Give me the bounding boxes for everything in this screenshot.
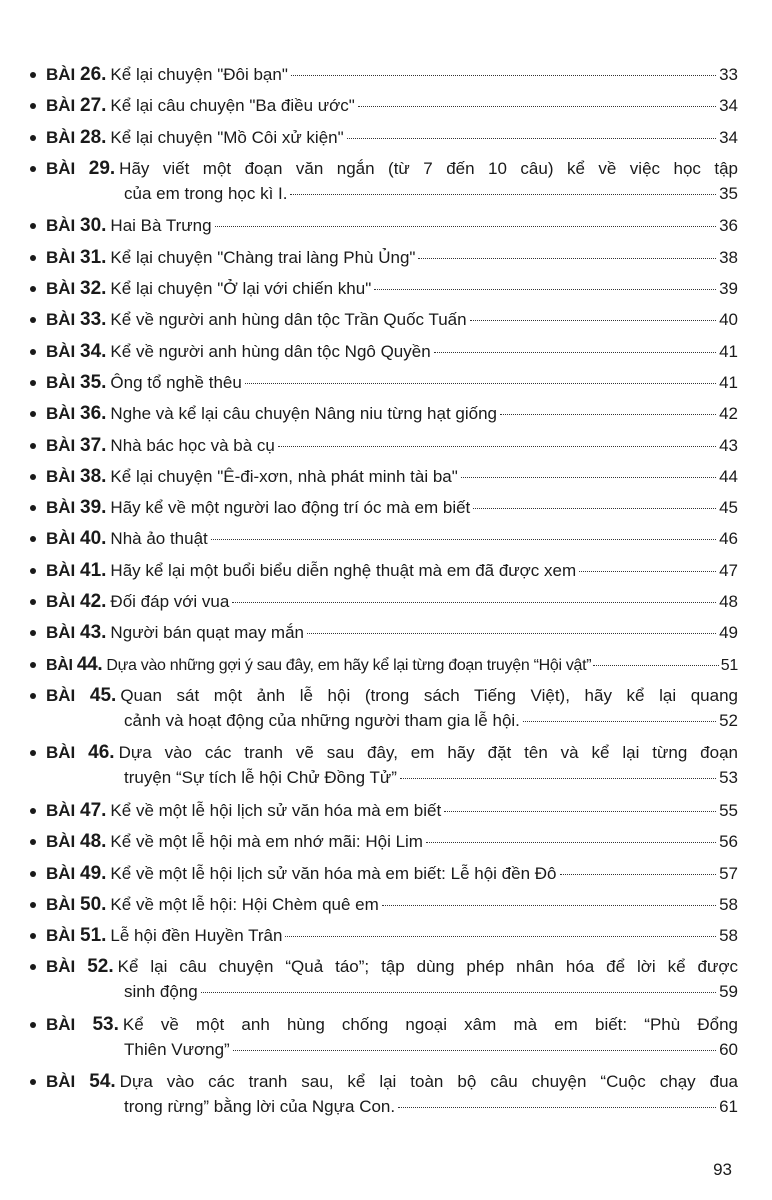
lesson-prefix: BÀI xyxy=(46,279,80,298)
entry-title: Ông tổ nghề thêu xyxy=(110,372,242,392)
entry-title: Dựa vào các tranh sau, kể lại toàn bộ câu chuyện “Cuộc chạy đua xyxy=(119,1072,738,1092)
lesson-prefix: BÀI xyxy=(46,372,80,392)
toc-entry[interactable] xyxy=(28,213,738,238)
lesson-index: 35. xyxy=(80,371,107,393)
lesson-number xyxy=(46,436,106,455)
entry-title: Kể về người anh hùng dân tộc Trần Quốc Tuấn xyxy=(110,310,467,330)
toc-entry[interactable] xyxy=(28,829,738,854)
bullet-icon xyxy=(30,505,36,511)
entry-title-continued: cảnh và hoạt động của những người tham gia lễ hội. xyxy=(124,710,520,730)
entry-title: Kể về một lễ hội: Hội Chèm quê em xyxy=(110,894,379,914)
dot-leader xyxy=(211,539,716,540)
toc-entry[interactable] xyxy=(28,526,738,551)
bullet-icon xyxy=(30,103,36,109)
dot-leader xyxy=(215,226,717,227)
entry-title: Quan sát một ảnh lễ hội (trong sách Tiếng Việt), hãy kể lại quang xyxy=(120,685,738,705)
lesson-index: 45. xyxy=(89,684,117,706)
entry-page: 34 xyxy=(719,96,738,116)
lesson-number xyxy=(46,957,114,976)
lesson-prefix: BÀI xyxy=(46,656,77,674)
entry-title: Kể về một lễ hội lịch sử văn hóa mà em biết xyxy=(110,800,442,820)
lesson-number xyxy=(46,216,106,235)
toc-entry[interactable] xyxy=(28,401,738,426)
entry-title: Nhà bác học và bà cụ xyxy=(110,435,275,455)
entry-page: 61 xyxy=(719,1097,738,1117)
lesson-number xyxy=(46,498,106,517)
lesson-prefix: BÀI xyxy=(46,158,89,178)
entry-title: Kể lại chuyện "Đôi bạn" xyxy=(110,65,288,84)
lesson-number xyxy=(46,801,106,820)
lesson-prefix: BÀI xyxy=(46,310,80,330)
lesson-index: 29. xyxy=(88,157,116,179)
lesson-index: 27. xyxy=(80,95,107,117)
lesson-number xyxy=(46,467,106,486)
dot-leader xyxy=(291,75,716,76)
entry-page: 48 xyxy=(719,592,738,611)
toc-entry[interactable] xyxy=(28,923,738,948)
entry-title-continued: của em trong học kì I. xyxy=(124,183,288,203)
entry-title: Dựa vào các tranh vẽ sau đây, em hãy đặt tên và kể lại từng đoạn xyxy=(118,743,739,763)
lesson-prefix: BÀI xyxy=(46,247,80,267)
bullet-icon xyxy=(30,135,36,141)
toc-entry[interactable] xyxy=(28,464,738,489)
toc-entry[interactable] xyxy=(28,156,738,206)
lesson-prefix: BÀI xyxy=(46,96,80,116)
bullet-icon xyxy=(30,808,36,814)
entry-page: 47 xyxy=(719,560,738,580)
entry-title: Lễ hội đền Huyền Trân xyxy=(110,926,283,946)
toc-entry[interactable] xyxy=(28,125,738,150)
lesson-number xyxy=(46,561,106,580)
bullet-icon xyxy=(30,933,36,939)
entry-title: Đối đáp với vua xyxy=(110,592,230,611)
entry-page: 43 xyxy=(719,435,738,455)
entry-page: 41 xyxy=(719,372,738,392)
lesson-number xyxy=(46,686,116,705)
entry-page: 40 xyxy=(719,310,738,330)
entry-title-continued: truyện “Sự tích lễ hội Chử Đồng Tử” xyxy=(124,768,397,788)
dot-leader xyxy=(444,811,716,812)
toc-entry[interactable] xyxy=(28,1069,738,1119)
entry-page: 56 xyxy=(719,832,738,852)
entry-page: 58 xyxy=(719,894,738,914)
bullet-icon xyxy=(30,630,36,636)
entry-page: 36 xyxy=(719,216,738,236)
dot-leader xyxy=(201,992,716,993)
lesson-number xyxy=(46,342,106,361)
lesson-index: 43. xyxy=(80,622,107,644)
bullet-icon xyxy=(30,964,36,970)
entry-page: 55 xyxy=(719,800,738,820)
bullet-icon xyxy=(30,693,36,699)
entry-title: Kể lại chuyện "Chàng trai làng Phù Ủng" xyxy=(110,247,416,267)
dot-leader xyxy=(400,778,716,779)
toc-entry[interactable] xyxy=(28,620,738,645)
entry-title: Hãy kể lại một buổi biểu diễn nghệ thuật mà em đã được xem xyxy=(110,560,577,580)
lesson-prefix: BÀI xyxy=(46,560,80,580)
toc-entry[interactable] xyxy=(28,495,738,520)
dot-leader xyxy=(278,446,716,447)
entry-title-continued: Thiên Vương” xyxy=(124,1039,230,1059)
lesson-index: 34. xyxy=(80,340,107,362)
lesson-number xyxy=(46,65,106,84)
toc-entry[interactable] xyxy=(28,339,738,364)
lesson-index: 39. xyxy=(80,497,107,519)
lesson-number xyxy=(46,743,115,762)
lesson-index: 46. xyxy=(88,742,115,764)
dot-leader xyxy=(593,665,718,666)
bullet-icon xyxy=(30,568,36,574)
dot-leader xyxy=(233,1050,716,1051)
page-number: 93 xyxy=(713,1160,732,1179)
toc-entry[interactable] xyxy=(28,1012,738,1062)
toc-entry[interactable] xyxy=(28,93,738,118)
dot-leader xyxy=(245,383,716,384)
lesson-prefix: BÀI xyxy=(46,341,80,361)
entry-title-continued: sinh động xyxy=(124,982,198,1002)
toc-entry[interactable] xyxy=(28,740,738,790)
entry-page: 46 xyxy=(719,529,738,549)
lesson-index: 31. xyxy=(80,246,107,268)
bullet-icon xyxy=(30,380,36,386)
dot-leader xyxy=(382,905,716,906)
toc-entry[interactable] xyxy=(28,370,738,395)
lesson-index: 53. xyxy=(92,1013,119,1035)
dot-leader xyxy=(232,602,716,603)
entry-title: Kể về người anh hùng dân tộc Ngô Quyền xyxy=(110,341,431,361)
lesson-number xyxy=(46,1072,116,1091)
entry-title-continued: trong rừng” bằng lời của Ngựa Con. xyxy=(124,1097,396,1117)
lesson-index: 50. xyxy=(80,893,107,915)
entry-page: 49 xyxy=(719,623,738,643)
entry-page: 57 xyxy=(719,863,738,883)
bullet-icon xyxy=(30,286,36,292)
toc-entry[interactable] xyxy=(28,245,738,270)
lesson-prefix: BÀI xyxy=(46,65,80,84)
lesson-index: 28. xyxy=(80,126,107,148)
dot-leader xyxy=(285,936,716,937)
lesson-index: 51. xyxy=(80,925,107,947)
dot-leader xyxy=(470,320,717,321)
dot-leader xyxy=(560,874,717,875)
entry-title: Nghe và kể lại câu chuyện Nâng niu từng hạt giống xyxy=(110,404,498,424)
lesson-number xyxy=(46,529,106,548)
lesson-prefix: BÀI xyxy=(46,894,80,914)
entry-title: Kể lại chuyện "Ở lại với chiến khu" xyxy=(110,279,372,298)
entry-title: Nhà ảo thuật xyxy=(110,529,208,549)
lesson-prefix: BÀI xyxy=(46,743,89,763)
entry-title: Kể lại chuyện "Ê-đi-xơn, nhà phát minh tài ba" xyxy=(110,466,458,486)
toc-entry[interactable] xyxy=(28,683,738,733)
lesson-number xyxy=(46,653,103,675)
toc-entry[interactable] xyxy=(28,954,738,1004)
entry-title: Kể lại câu chuyện "Ba điều ước" xyxy=(110,96,355,116)
entry-page: 60 xyxy=(719,1039,738,1059)
bullet-icon xyxy=(30,750,36,756)
dot-leader xyxy=(418,258,716,259)
entry-title: Dựa vào những gợi ý sau đây, em hãy kể lại từng đoạn truyện “Hội vật” xyxy=(106,656,592,674)
lesson-number xyxy=(46,96,106,115)
dot-leader xyxy=(500,414,716,415)
lesson-index: 32. xyxy=(80,278,107,299)
dot-leader xyxy=(461,477,716,478)
lesson-prefix: BÀI xyxy=(46,832,80,852)
lesson-index: 42. xyxy=(80,591,107,612)
bullet-icon xyxy=(30,349,36,355)
lesson-index: 26. xyxy=(80,64,107,85)
lesson-prefix: BÀI xyxy=(46,957,88,977)
dot-leader xyxy=(434,352,716,353)
entry-page: 59 xyxy=(719,982,738,1002)
toc-entry[interactable] xyxy=(28,652,738,678)
entry-title: Kể lại câu chuyện “Quả táo”; tập dùng phép nhân hóa để lời kể được xyxy=(117,957,739,977)
bullet-icon xyxy=(30,1022,36,1028)
lesson-number xyxy=(46,373,106,392)
lesson-number xyxy=(46,248,106,267)
lesson-number xyxy=(46,159,115,178)
lesson-index: 52. xyxy=(87,956,114,978)
lesson-prefix: BÀI xyxy=(46,404,80,424)
entry-page: 35 xyxy=(719,183,738,203)
lesson-prefix: BÀI xyxy=(46,216,80,236)
lesson-prefix: BÀI xyxy=(46,592,80,611)
entry-page: 34 xyxy=(719,127,738,147)
lesson-number xyxy=(46,623,106,642)
toc-entry[interactable] xyxy=(28,892,738,917)
lesson-prefix: BÀI xyxy=(46,1072,90,1092)
bullet-icon xyxy=(30,599,36,605)
lesson-index: 33. xyxy=(80,309,107,331)
entry-title: Kể về một lễ hội lịch sử văn hóa mà em biết: Lễ hội đền Đô xyxy=(110,863,557,883)
lesson-index: 36. xyxy=(80,403,107,425)
bullet-icon xyxy=(30,536,36,542)
toc-entry[interactable] xyxy=(28,276,738,301)
bullet-icon xyxy=(30,662,36,668)
entry-page: 45 xyxy=(719,498,738,518)
lesson-number xyxy=(46,592,106,611)
lesson-number xyxy=(46,864,106,883)
entry-page: 53 xyxy=(719,768,738,788)
lesson-index: 54. xyxy=(89,1071,116,1093)
lesson-prefix: BÀI xyxy=(46,529,80,549)
entry-title: Hãy kể về một người lao động trí óc mà em biết xyxy=(110,498,471,518)
bullet-icon xyxy=(30,839,36,845)
lesson-number xyxy=(46,310,106,329)
lesson-index: 44. xyxy=(76,653,103,675)
bullet-icon xyxy=(30,871,36,877)
bullet-icon xyxy=(30,317,36,323)
toc-entry[interactable] xyxy=(28,307,738,332)
entry-title: Hãy viết một đoạn văn ngắn (từ 7 đến 10 câu) kể về việc học tập xyxy=(119,158,738,178)
toc-entry[interactable] xyxy=(28,589,738,614)
dot-leader xyxy=(374,289,716,290)
lesson-number xyxy=(46,279,106,298)
bullet-icon xyxy=(30,1079,36,1085)
dot-leader xyxy=(473,508,716,509)
entry-page: 39 xyxy=(719,279,738,298)
lesson-prefix: BÀI xyxy=(46,863,80,883)
dot-leader xyxy=(398,1107,716,1108)
entry-page: 58 xyxy=(719,926,738,946)
lesson-prefix: BÀI xyxy=(46,926,80,946)
bullet-icon xyxy=(30,443,36,449)
dot-leader xyxy=(290,194,716,195)
lesson-number xyxy=(46,895,106,914)
toc-entry[interactable] xyxy=(28,433,738,458)
toc-entry[interactable] xyxy=(28,861,738,886)
lesson-prefix: BÀI xyxy=(46,685,90,705)
lesson-prefix: BÀI xyxy=(46,1014,93,1034)
lesson-index: 37. xyxy=(80,434,107,456)
entry-title: Hai Bà Trưng xyxy=(110,216,212,236)
entry-page: 41 xyxy=(719,341,738,361)
dot-leader xyxy=(579,571,716,572)
entry-title: Kể về một lễ hội mà em nhớ mãi: Hội Lim xyxy=(110,832,423,852)
bullet-icon xyxy=(30,255,36,261)
lesson-index: 47. xyxy=(80,799,107,821)
lesson-index: 30. xyxy=(80,215,107,237)
bullet-icon xyxy=(30,223,36,229)
lesson-number xyxy=(46,1015,119,1034)
bullet-icon xyxy=(30,72,36,78)
lesson-number xyxy=(46,128,106,147)
lesson-number xyxy=(46,404,106,423)
entry-page: 42 xyxy=(719,404,738,424)
bullet-icon xyxy=(30,474,36,480)
lesson-index: 41. xyxy=(80,559,107,581)
lesson-number xyxy=(46,832,106,851)
entry-page: 38 xyxy=(719,247,738,267)
dot-leader xyxy=(347,138,716,139)
lesson-index: 38. xyxy=(80,465,107,487)
lesson-prefix: BÀI xyxy=(46,800,80,820)
dot-leader xyxy=(523,721,716,722)
lesson-prefix: BÀI xyxy=(46,435,80,455)
bullet-icon xyxy=(30,411,36,417)
dot-leader xyxy=(307,633,716,634)
entry-page: 33 xyxy=(719,65,738,84)
toc-entry[interactable] xyxy=(28,798,738,823)
entry-title: Kể về một anh hùng chống ngoại xâm mà em biết: “Phù Đổng xyxy=(122,1014,738,1034)
lesson-index: 40. xyxy=(80,528,107,550)
bullet-icon xyxy=(30,902,36,908)
lesson-prefix: BÀI xyxy=(46,466,80,486)
entry-title: Kể lại chuyện "Mồ Côi xử kiện" xyxy=(110,127,344,147)
entry-page: 44 xyxy=(719,466,738,486)
lesson-index: 48. xyxy=(80,831,107,853)
lesson-prefix: BÀI xyxy=(46,623,80,643)
entry-page: 52 xyxy=(719,710,738,730)
toc-entry[interactable] xyxy=(28,62,738,87)
bullet-icon xyxy=(30,166,36,172)
lesson-index: 49. xyxy=(80,862,107,884)
lesson-prefix: BÀI xyxy=(46,127,80,147)
toc-entry[interactable] xyxy=(28,558,738,583)
dot-leader xyxy=(358,106,716,107)
lesson-number xyxy=(46,926,106,945)
lesson-prefix: BÀI xyxy=(46,498,80,518)
entry-title: Người bán quạt may mắn xyxy=(110,623,304,643)
dot-leader xyxy=(426,842,716,843)
entry-page: 51 xyxy=(720,656,738,674)
